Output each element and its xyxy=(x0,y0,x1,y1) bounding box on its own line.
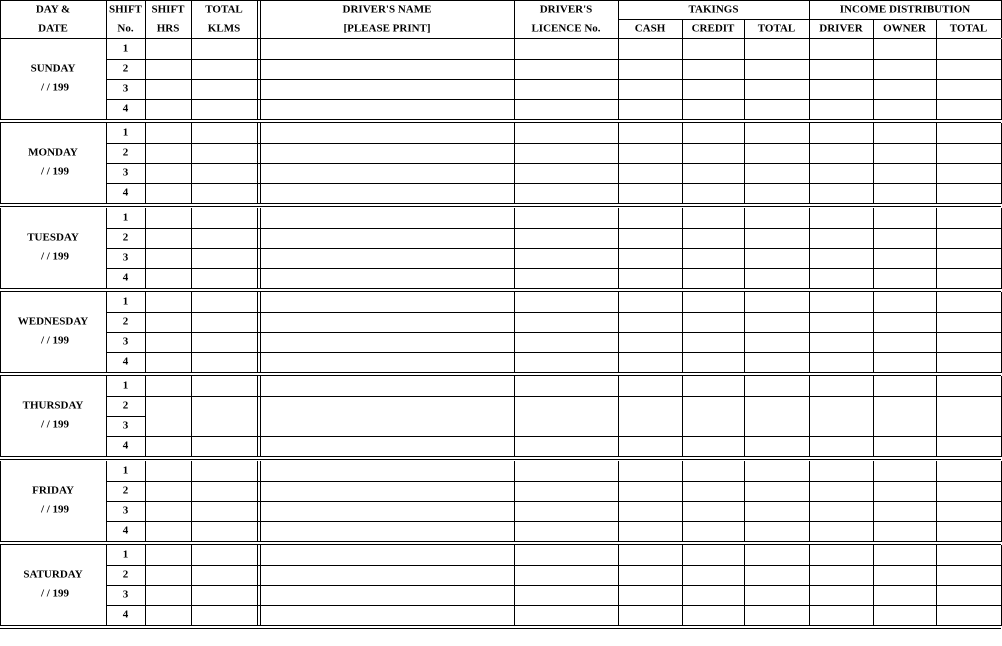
day-block-rule xyxy=(0,375,1001,376)
header-credit: CREDIT xyxy=(691,22,735,35)
shift-number: 1 xyxy=(122,379,129,392)
shift-number: 1 xyxy=(122,548,129,561)
shift-number: 2 xyxy=(122,62,129,75)
column-rule xyxy=(682,376,683,457)
shift-number: 1 xyxy=(122,42,129,55)
day-name-wednesday: WEDNESDAY xyxy=(17,315,89,328)
column-rule xyxy=(0,39,1,120)
shift-row-rule xyxy=(106,268,1001,269)
column-rule xyxy=(0,545,1,626)
shift-row-rule xyxy=(106,59,1001,60)
shift-number: 4 xyxy=(122,102,129,115)
day-name-saturday: SATURDAY xyxy=(23,568,83,581)
header-income-driver: DRIVER xyxy=(819,22,863,35)
header-shift-no-1: SHIFT xyxy=(108,3,143,16)
day-block-rule xyxy=(0,122,1001,123)
header-shift-hrs-2: HRS xyxy=(156,22,180,35)
column-rule xyxy=(936,376,937,457)
shift-row-rule xyxy=(106,416,145,417)
shift-number: 3 xyxy=(122,82,129,95)
shift-number: 3 xyxy=(122,335,129,348)
header-income-owner: OWNER xyxy=(883,22,926,35)
header-please-print: [PLEASE PRINT] xyxy=(343,22,431,35)
shift-number: 1 xyxy=(122,295,129,308)
column-rule xyxy=(0,123,1,204)
column-rule xyxy=(744,19,745,38)
column-rule xyxy=(744,376,745,457)
shift-row-rule xyxy=(106,332,1001,333)
header-licence-1: DRIVER'S xyxy=(539,3,593,16)
column-rule xyxy=(106,0,107,38)
column-rule xyxy=(618,376,619,457)
column-rule xyxy=(257,376,258,457)
shift-number: 1 xyxy=(122,126,129,139)
shift-row-rule xyxy=(106,99,1001,100)
shift-number: 1 xyxy=(122,211,129,224)
day-block-rule xyxy=(0,288,1001,289)
day-block-rule xyxy=(0,541,1001,542)
day-block-rule xyxy=(0,206,1001,207)
day-name-friday: FRIDAY xyxy=(32,484,74,497)
shift-number: 3 xyxy=(122,251,129,264)
day-block-rule xyxy=(0,456,1001,457)
day-block-rule xyxy=(0,291,1001,292)
column-rule xyxy=(0,292,1,373)
shift-row-rule xyxy=(106,228,1001,229)
shift-row-rule xyxy=(106,312,1001,313)
header-income-distribution: INCOME DISTRIBUTION xyxy=(839,3,971,16)
header-income-total: TOTAL xyxy=(949,22,988,35)
header-cash: CASH xyxy=(634,22,666,35)
shift-row-rule xyxy=(106,79,1001,80)
shift-number: 4 xyxy=(122,355,129,368)
column-rule xyxy=(936,19,937,38)
column-rule xyxy=(260,376,261,457)
shift-number: 2 xyxy=(122,399,129,412)
column-rule xyxy=(873,376,874,457)
shift-number: 3 xyxy=(122,419,129,432)
date-placeholder: / / 199 xyxy=(40,165,70,178)
column-rule xyxy=(514,376,515,457)
shift-number: 4 xyxy=(122,524,129,537)
header-shift-no-2: No. xyxy=(117,22,134,35)
column-rule xyxy=(809,0,810,38)
header-driver-name: DRIVER'S NAME xyxy=(342,3,432,16)
header-takings-total: TOTAL xyxy=(757,22,796,35)
date-placeholder: / / 199 xyxy=(40,334,70,347)
shift-row-rule xyxy=(106,521,1001,522)
header-day: DAY & xyxy=(35,3,71,16)
date-placeholder: / / 199 xyxy=(40,250,70,263)
column-rule xyxy=(809,376,810,457)
column-rule xyxy=(145,376,146,457)
date-placeholder: / / 199 xyxy=(40,587,70,600)
column-rule xyxy=(191,376,192,457)
day-name-tuesday: TUESDAY xyxy=(27,231,79,244)
shift-row-rule xyxy=(106,436,1001,437)
shift-row-rule xyxy=(106,565,1001,566)
top-border xyxy=(0,0,1001,1)
shift-row-rule xyxy=(106,248,1001,249)
shift-number: 3 xyxy=(122,504,129,517)
header-date: DATE xyxy=(38,22,68,35)
shift-number: 1 xyxy=(122,464,129,477)
shift-number: 2 xyxy=(122,315,129,328)
shift-number: 4 xyxy=(122,608,129,621)
date-placeholder: / / 199 xyxy=(40,503,70,516)
column-rule xyxy=(682,19,683,38)
day-block-rule xyxy=(0,119,1001,120)
date-placeholder: / / 199 xyxy=(40,418,70,431)
day-name-thursday: THURSDAY xyxy=(22,399,84,412)
header-total-klms-1: TOTAL xyxy=(205,3,243,16)
column-rule xyxy=(0,208,1,289)
date-placeholder: / / 199 xyxy=(40,81,70,94)
shift-row-rule xyxy=(106,605,1001,606)
column-rule xyxy=(260,0,261,38)
shift-number: 2 xyxy=(122,146,129,159)
shift-row-rule xyxy=(106,501,1001,502)
shift-row-rule xyxy=(106,163,1001,164)
day-block-rule xyxy=(0,372,1001,373)
day-block-rule xyxy=(0,544,1001,545)
shift-row-rule xyxy=(106,352,1001,353)
column-rule xyxy=(0,461,1,542)
column-rule xyxy=(191,0,192,38)
shift-row-rule xyxy=(106,396,1001,397)
column-rule xyxy=(257,0,258,38)
shift-number: 3 xyxy=(122,588,129,601)
shift-number: 3 xyxy=(122,166,129,179)
column-rule xyxy=(0,0,1,38)
day-block-rule xyxy=(0,628,1001,629)
day-block-rule xyxy=(0,459,1001,460)
header-shift-hrs-1: SHIFT xyxy=(151,3,185,16)
column-rule xyxy=(145,0,146,38)
day-block-rule xyxy=(0,625,1001,626)
shift-row-rule xyxy=(106,183,1001,184)
column-rule xyxy=(0,376,1,457)
day-block-rule xyxy=(0,203,1001,204)
header-total-klms-2: KLMS xyxy=(207,22,241,35)
shift-number: 4 xyxy=(122,271,129,284)
shift-row-rule xyxy=(106,143,1001,144)
header-licence-2: LICENCE No. xyxy=(531,22,601,35)
day-name-sunday: SUNDAY xyxy=(30,62,76,75)
column-rule xyxy=(873,19,874,38)
shift-number: 2 xyxy=(122,231,129,244)
shift-number: 4 xyxy=(122,186,129,199)
shift-number: 4 xyxy=(122,439,129,452)
column-rule xyxy=(618,0,619,38)
shift-row-rule xyxy=(106,585,1001,586)
column-rule xyxy=(514,0,515,38)
shift-row-rule xyxy=(106,481,1001,482)
header-takings: TAKINGS xyxy=(688,3,739,16)
shift-number: 2 xyxy=(122,568,129,581)
day-name-monday: MONDAY xyxy=(28,146,78,159)
header-bottom-rule xyxy=(0,38,1001,39)
shift-number: 2 xyxy=(122,484,129,497)
